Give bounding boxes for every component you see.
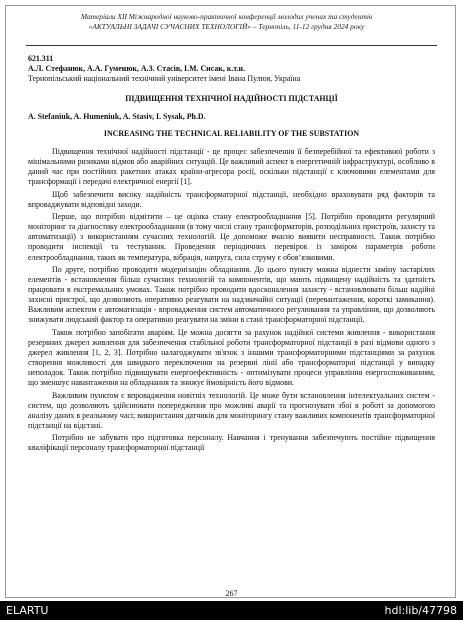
header-line-1: Матеріали XIІ Міжнародної науково-практичної конференції молодих учених та студентів bbox=[80, 12, 373, 21]
paragraph: Потрібно не забувати про підготовка персоналу. Навчання і тренування забезпечують постійне підвищення кваліфікації персоналу трансформаторної підстанції bbox=[28, 433, 435, 453]
conference-header bbox=[12, 12, 441, 32]
article-body bbox=[28, 52, 435, 455]
authors-ukrainian: А.Л. Стефанюк, А.А. Гуменюк, А.З. Стасів, І.М. Сисак, к.т.н. bbox=[28, 64, 246, 74]
header-rule bbox=[26, 45, 437, 46]
handle-id[interactable]: hdl:lib/47798 bbox=[384, 604, 457, 617]
repository-footer bbox=[0, 601, 463, 620]
udc-code: 621.311 bbox=[28, 54, 54, 63]
authors-english: A. Stefaniuk, A. Humeniuk, A. Stasiv, I. Sysak, Ph.D. bbox=[28, 111, 206, 121]
paragraph: Перше, що потрібно відмітити – це оцінка стану електрообладнання [5]. Потрібно проводити регулярний моніторинг та діагностику електрообладнання (в тому числі стану трансформаторів, розподільних пристроїв, захисту та автоматизації) з використанням сучасних технологій. Це допоможе вчасно виявити несправності. Також потрібно проводити інспекції та тестування. Проведення періодичних перевірок із заміром параметрів роботи електрообладнання, таких як температура, вібрація, напруга, сила струму є обов’язковими. bbox=[28, 211, 435, 262]
affiliation: Тернопільський національний технічний університет імені Івана Пулюя, Україна bbox=[28, 74, 301, 84]
header-line-2: «АКТУАЛЬНІ ЗАДАЧІ СУЧАСНИХ ТЕХНОЛОГІЙ» – Тернопіль, 11-12 грудня 2024 року bbox=[88, 22, 365, 31]
paragraph: Підвищення технічної надійності підстанції - це процес забезпечення її безперебійної та ефективної роботи з мінімальними ризиками відмов або аварійних ситуацій. Це важливий аспект в енергетичній інфраструктурі, особливо в даний час при постійних ракетних атаках країни-агресора росії, оскільки підстанції є ключовими елементами для трансформації і передачі електричної енергії [1]. bbox=[28, 146, 435, 187]
paragraph: По друге, потрібно проводити модернізацію обладнання. До цього пункту можна віднести заміну застарілих елементів - встановлення більш сучасних технологій та компонентів, що мають підвищену надійність та здатність працювати в екстремальних умовах. Також потрібно проводити вдосконалення захисту - встановлювати більш надійні захисні пристрої, що дозволяють оперативно реагувати на надзвичайні ситуації (перевантаження, короткі замикання). Важливим аспектом є автоматизація - впровадження систем автоматичного регулювання та управління, що дозволяють знижувати людський фактор та оперативно реагувати на зміни в стані трансформаторної підстанції. bbox=[28, 264, 435, 325]
paragraph: Важливим пунктом є впровадження новітніх технологій. Це може бути встановлення інтелектуальних систем - систем, що дозволяють здійснювати попередження про можливі аварії та прогнозувати збої в роботі за допомогою аналізу даних в реальному часі; використання датчиків для моніторингу стану важливих компонентів трансформаторної підстанції на відстані. bbox=[28, 390, 435, 430]
paragraph: Щоб забезпечити високу надійність трансформаторної підстанції, необхідно враховувати ряд факторів та впроваджувати відповідні заходи. bbox=[28, 189, 435, 209]
title-english: INCREASING THE TECHNICAL RELIABILITY OF THE SUBSTATION bbox=[103, 128, 360, 138]
paragraph: Також потрібно запобігати аваріям. Це можна досягти за рахунок надійної системи живлення - використання резервних джерел живлення для забезпечення стабільної роботи трансформаторної підстанції в разі відмови одного з джерел живлення [1, 2, 3]. Потрібно налагоджувати зв'язок з іншими трансформаторними підстанціями за рахунок створення можливості для швидкого переключення на резервні лінії або трансформаторні підстанції у випадку неполадок. Також потрібно підвищувати енергоефективність - оптимізувати процеси управління енергоспоживанням, що зменшує навантаження на обладнання та знижує ймовірність його відмови. bbox=[28, 327, 435, 388]
page-number: 267 bbox=[225, 589, 238, 598]
repository-name: ELARTU bbox=[6, 604, 49, 617]
title-ukrainian: ПІДВИЩЕННЯ ТЕХНІЧНОЇ НАДІЙНОСТІ ПІДСТАНЦІЇ bbox=[125, 94, 338, 104]
